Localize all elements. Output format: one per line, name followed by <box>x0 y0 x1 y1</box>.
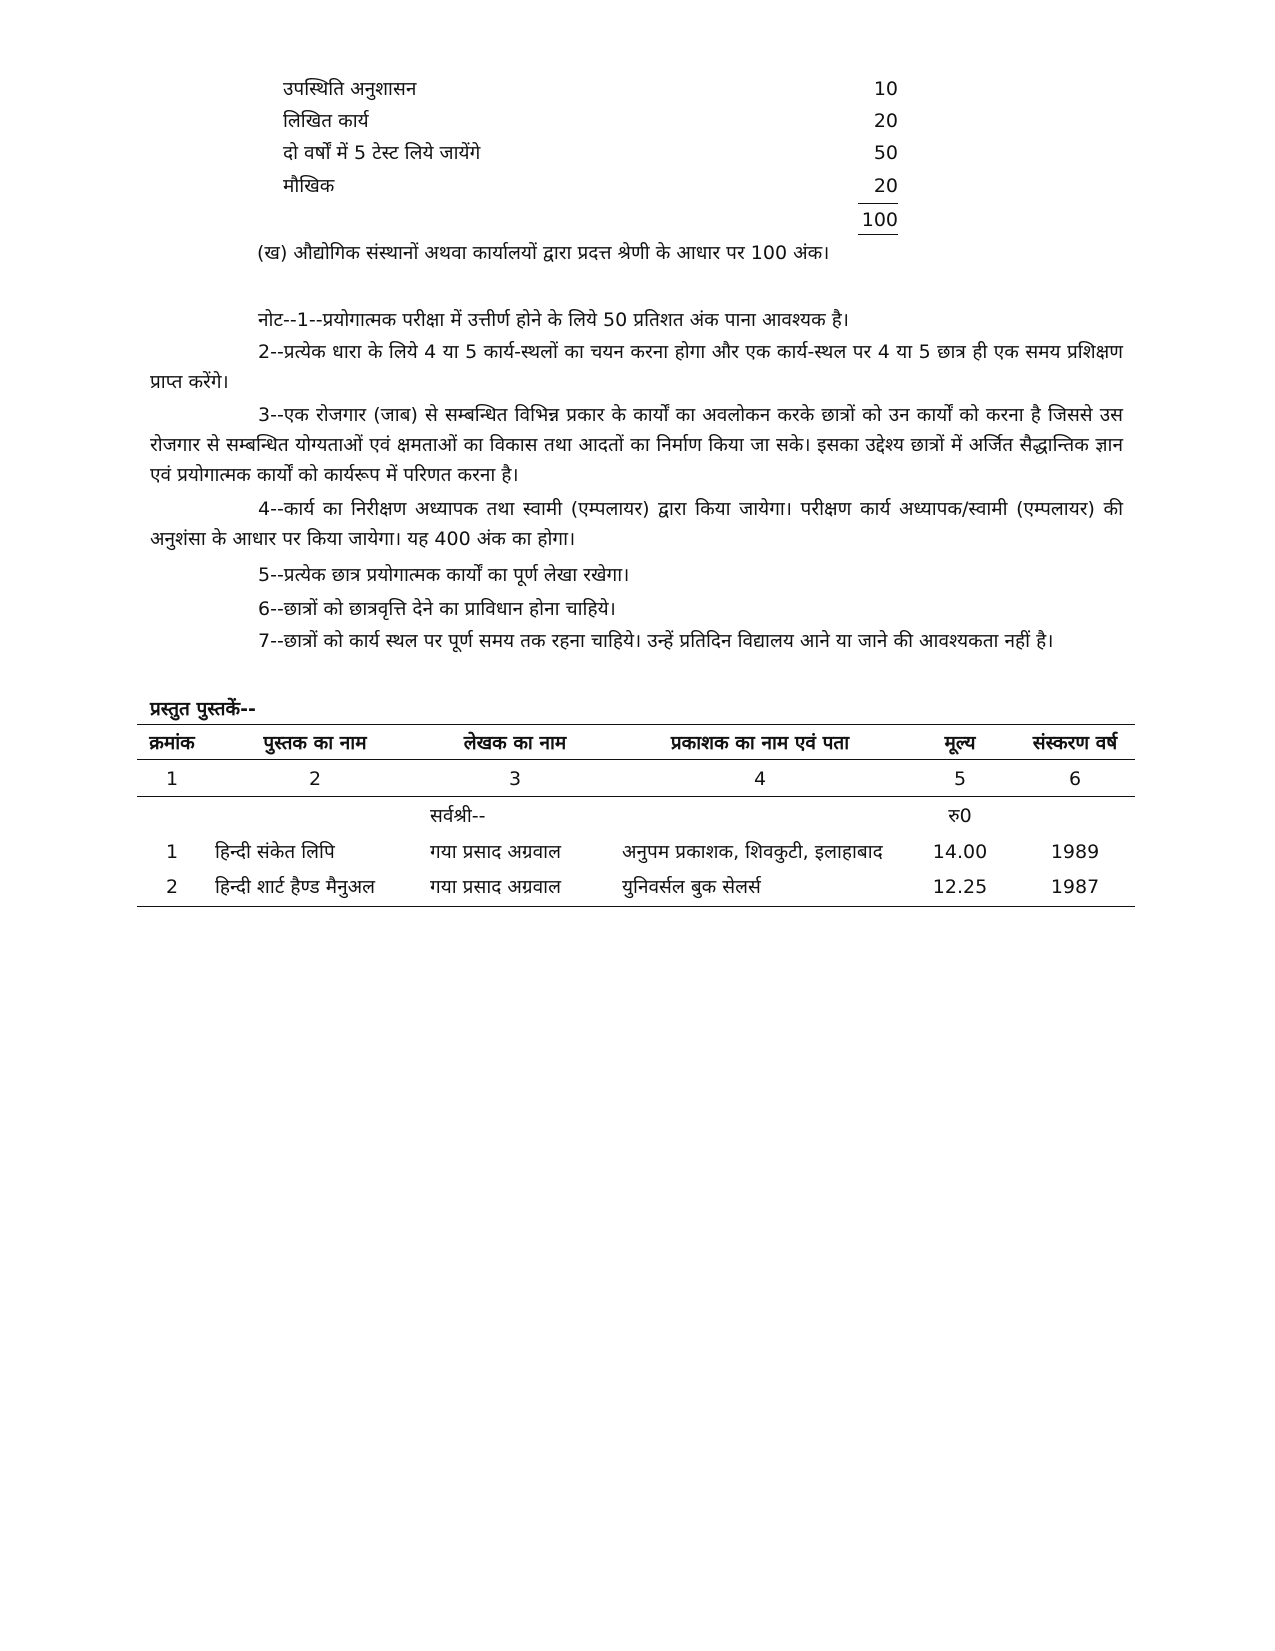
marks-value: 20 <box>873 175 898 197</box>
header-author: लेखक का नाम <box>463 732 567 754</box>
header-serial: क्रमांक <box>149 732 195 754</box>
marks-total: 100 <box>861 209 898 231</box>
header-rule <box>137 759 1135 760</box>
row-author: गया प्रसाद अग्रवाल <box>430 876 561 898</box>
row-author: गया प्रसाद अग्रवाल <box>430 841 561 863</box>
col-number: 1 <box>165 768 179 790</box>
note-5: 5--प्रत्येक छात्र प्रयोगात्मक कार्यों का पूर्ण लेखा रखेगा। <box>258 564 630 586</box>
row-serial: 2 <box>165 876 179 898</box>
marks-label: दो वर्षों में 5 टेस्ट लिये जायेंगे <box>283 142 481 164</box>
header-book: पुस्तक का नाम <box>263 732 367 754</box>
author-prefix: सर्वश्री-- <box>430 805 486 827</box>
note-2-text: 2--प्रत्येक धारा के लिये 4 या 5 कार्य-स्थलों का चयन करना होगा और एक कार्य-स्थल पर 4 या 5 छात्र ही एक समय प्रशिक्षण प्राप्त करेंगे। <box>150 341 1123 393</box>
marks-value: 20 <box>873 110 898 132</box>
note-4-text: 4--कार्य का निरीक्षण अध्यापक तथा स्वामी (एम्पलायर) द्वारा किया जायेगा। परीक्षण कार्य अध्यापक/स्वामी (एम्पलायर) की अनुशंसा के आधार पर किया जायेगा। यह 400 अंक का होगा। <box>150 498 1123 550</box>
row-book: हिन्दी शार्ट हैण्ड मैनुअल <box>215 876 376 898</box>
table-bottom-rule <box>137 906 1135 907</box>
note-3 <box>150 400 1123 490</box>
row-price: 14.00 <box>932 841 988 863</box>
table-top-rule <box>137 724 1135 725</box>
marks-total-rule <box>858 234 898 235</box>
marks-label: लिखित कार्य <box>283 110 369 132</box>
row-serial: 1 <box>165 841 179 863</box>
marks-row <box>283 74 898 104</box>
col-number: 3 <box>508 768 522 790</box>
marks-row <box>283 171 898 201</box>
marks-label: उपस्थिति अनुशासन <box>283 78 417 100</box>
note-3-text: 3--एक रोजगार (जाब) से सम्बन्धित विभिन्न प्रकार के कार्यों का अवलोकन करके छात्रों को उन कार्यों को करना है जिससे उस रोजगार से सम्बन्धित योग्यताओं एवं क्षमताओं का विकास तथा आदतों का निर्माण किया जा सके। इसका उद्देश्य छात्रों में अर्जित सैद्धान्तिक ज्ञान एवं प्रयोगात्मक कार्यों को कार्यरूप में परिणत करना है। <box>150 404 1123 486</box>
books-heading: प्रस्तुत पुस्तकें-- <box>150 698 256 720</box>
header-price: मूल्य <box>944 732 976 754</box>
price-unit: रु0 <box>948 805 972 827</box>
note-6: 6--छात्रों को छात्रवृत्ति देने का प्राविधान होना चाहिये। <box>258 598 616 620</box>
header-year: संस्करण वर्ष <box>1032 732 1118 754</box>
note-7 <box>150 626 1123 656</box>
marks-sum-rule <box>858 203 898 204</box>
col-number: 6 <box>1068 768 1082 790</box>
row-year: 1987 <box>1050 876 1100 898</box>
col-number: 4 <box>753 768 767 790</box>
note-1: नोट--1--प्रयोगात्मक परीक्षा में उत्तीर्ण होने के लिये 50 प्रतिशत अंक पाना आवश्यक है। <box>258 309 849 331</box>
row-year: 1989 <box>1050 841 1100 863</box>
numbers-rule <box>137 796 1135 797</box>
note-7-text: 7--छात्रों को कार्य स्थल पर पूर्ण समय तक रहना चाहिये। उन्हें प्रतिदिन विद्यालय आने या जाने की आवश्यकता नहीं है। <box>258 630 1054 652</box>
row-publisher: युनिवर्सल बुक सेलर्स <box>622 876 761 898</box>
note-2 <box>150 337 1123 397</box>
col-number: 5 <box>953 768 967 790</box>
kha-line: (ख) औद्योगिक संस्थानों अथवा कार्यालयों द्वारा प्रदत्त श्रेणी के आधार पर 100 अंक। <box>257 242 830 264</box>
marks-value: 50 <box>873 142 898 164</box>
header-publisher: प्रकाशक का नाम एवं पता <box>670 732 850 754</box>
note-4 <box>150 494 1123 554</box>
row-price: 12.25 <box>932 876 988 898</box>
row-book: हिन्दी संकेत लिपि <box>215 841 335 863</box>
marks-total-row <box>283 205 898 235</box>
row-publisher: अनुपम प्रकाशक, शिवकुटी, इलाहाबाद <box>622 841 883 863</box>
col-number: 2 <box>308 768 322 790</box>
marks-row <box>283 138 898 168</box>
marks-label: मौखिक <box>283 175 335 197</box>
marks-value: 10 <box>873 78 898 100</box>
marks-row <box>283 106 898 136</box>
